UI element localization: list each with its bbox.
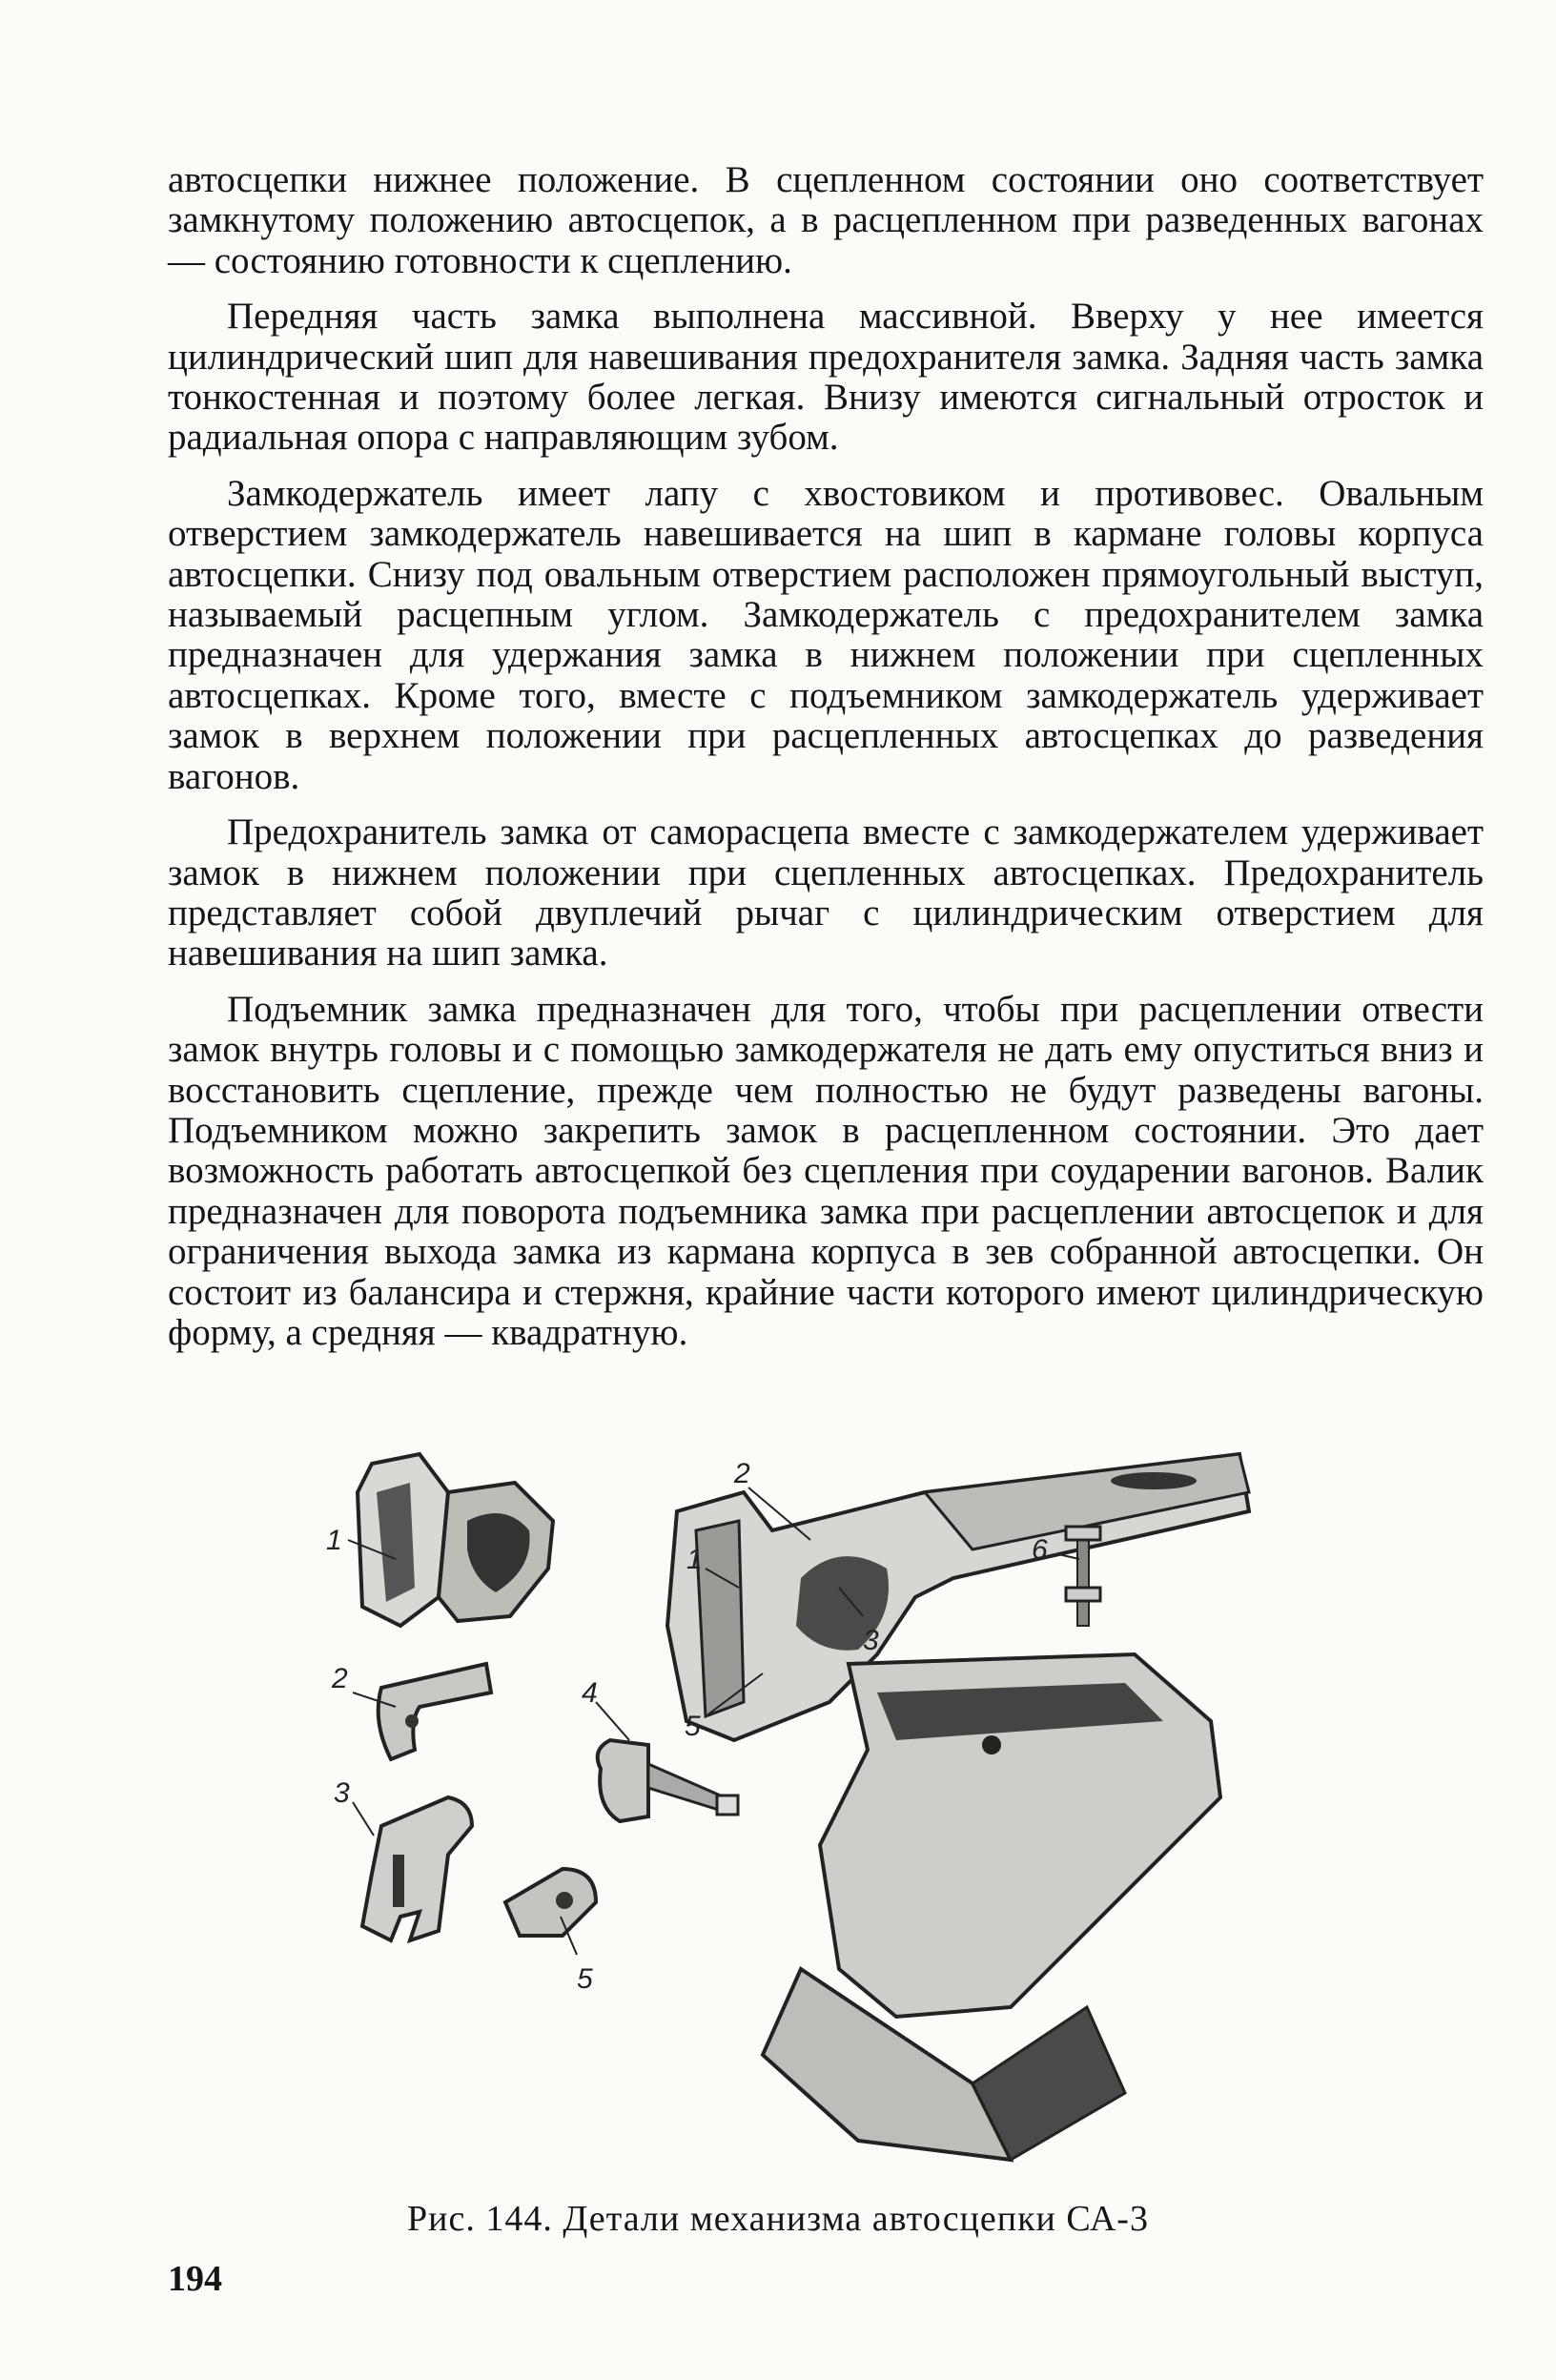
part-body-casting xyxy=(763,1654,1220,2160)
part-lifter xyxy=(362,1797,472,1940)
label-assembly-3: 3 xyxy=(863,1625,879,1656)
paragraph-1: автосцепки нижнее положение. В сцепленном состоянии оно соответствует замкнутому положению автосцепок, а в расцепленном при разведенных вагонах — состоянию готовности к сцеплению. xyxy=(168,159,1484,281)
part-roller xyxy=(598,1740,738,1821)
figure-caption: Рис. 144. Детали механизма автосцепки СА-3 xyxy=(407,2199,1149,2239)
part-lock xyxy=(358,1454,553,1626)
page-number: 194 xyxy=(168,2259,222,2299)
label-part-4: 4 xyxy=(582,1677,598,1709)
label-assembly-5: 5 xyxy=(685,1711,701,1742)
part-safety-lever xyxy=(505,1869,596,1936)
label-part-3: 3 xyxy=(334,1777,350,1809)
figure-144 xyxy=(305,1435,1316,2169)
paragraph-4: Предохранитель замка от саморасцепа вместе с замкодержателем удерживает замок в нижнем положении при сцепленных автосцепках. Предохранитель представляет собой двуплечий рычаг с цилиндрическим отверстием для навешивания на шип замка. xyxy=(168,811,1484,975)
paragraph-5: Подъемник замка предназначен для того, чтобы при расцеплении отвести замок внутрь головы и с помощью замкодержателя не дать ему опуститься вниз и восстановить сцепление, прежде чем полностью не будут разведены вагоны. Подъемником можно закрепить замок в расцепленном состоянии. Это дает возможность работать автосцепкой без сцепления при соударении вагонов. Валик предназначен для поворота подъемника замка при расцеплении автосцепок и для ограничения выхода замка из кармана корпуса в зев собранной автосцепки. Он состоит из балансира и стержня, крайние части которого имеют цилиндрическую форму, а средняя — квадратную. xyxy=(168,988,1484,1353)
label-part-6: 6 xyxy=(1032,1534,1048,1566)
paragraph-2: Передняя часть замка выполнена массивной. Вверху у нее имеется цилиндрический шип для навешивания предохранителя замка. Задняя часть замка тонкостенная и поэтому более легкая. Внизу имеются сигнальный отросток и радиальная опора с направляющим зубом. xyxy=(168,296,1484,459)
paragraph-3: Замкодержатель имеет лапу с хвостовиком и противовес. Овальным отверстием замкодержатель навешивается на шип в кармане головы корпуса автосцепки. Снизу под овальным отверстием расположен прямоугольный выступ, называемый расцепным углом. Замкодержатель с предохранителем замка предназначен для удержания замка в нижнем положении при сцепленных автосцепках. Кроме того, вместе с подъемником замкодержатель удерживает замок в верхнем положении при расцепленных автосцепках до разведения вагонов. xyxy=(168,472,1484,797)
part-lock-holder xyxy=(379,1664,491,1759)
label-assembly-2: 2 xyxy=(734,1458,750,1489)
label-part-5: 5 xyxy=(577,1963,593,1995)
body-text xyxy=(168,160,1484,1368)
mechanism-illustration xyxy=(305,1435,1316,2169)
label-assembly-1: 1 xyxy=(686,1544,703,1575)
label-part-1: 1 xyxy=(326,1525,342,1556)
label-part-2: 2 xyxy=(332,1663,348,1694)
